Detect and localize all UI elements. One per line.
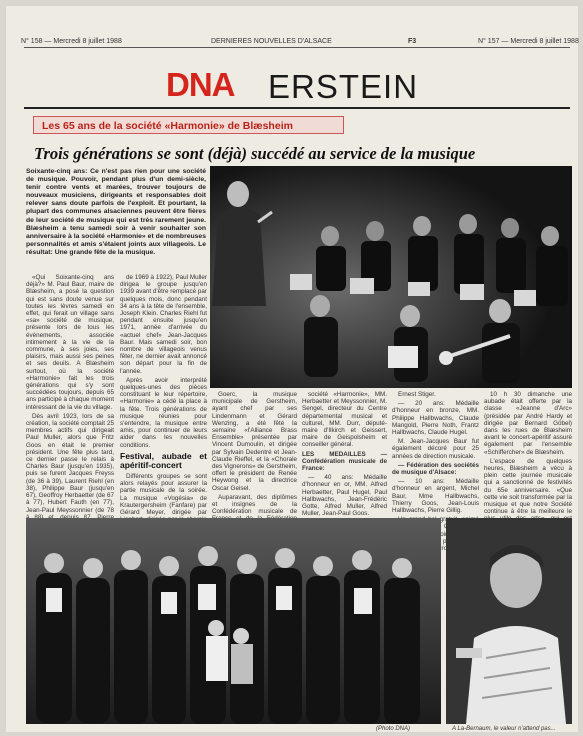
subheading: Festival, aubade et apéritif-concert: [120, 450, 207, 471]
masthead-brand: DNA: [166, 66, 235, 103]
masthead-rule: [24, 107, 570, 109]
photo-caption: A La-Bernaum, le valeur n'attend pas...: [452, 726, 556, 732]
text-column-2: [120, 274, 207, 516]
orchestra-photo: [210, 166, 572, 388]
runner-page-number: F3: [408, 38, 417, 45]
paragraph: Auparavant, des diplômes et insignes de la Confédération musicale de: [212, 493, 297, 516]
paragraph: société «Harmonie», MM. Herbaetter et Meyssonnier, M. Sengel, directeur du Centre départemental musical et culturel, MM. Durr, député-maire d'Ilkirch et Geissert, maire de Geispolsheim et conseiller général.: [302, 391, 387, 449]
child-photo: [446, 518, 572, 724]
runner-left: N° 158 — Mercredi 8 juillet 1988: [21, 38, 122, 45]
paragraph: L'espace de quelques heures, Blæsheim a vécu à plein cette journée musicale qui a sanctionné de festivités du 65e anniversaire. «Que cette vie soit transformée par la musique et que notre Société continue à être la meilleure le: [484, 457, 572, 516]
paragraph: Goerc, la musique municipale de Gerstheim, ayant chef par ses Lindenmann et Gérard Wenzing, a été fêté la semaine «l'Alliance Brass Ensemble» présentée par Vincent Dumoulin, et dirigée par Sylvain Dedentré et Jean-Claude Rieffel, et la «Chorale des Vignerons» de Gerstheim, offert le président de Renée Heywong et la directrice Oscar Geisel.: [212, 391, 297, 492]
paragraph: — Fédération des sociétés de musique d'Alsace:: [392, 461, 479, 477]
runner-right: N° 157 — Mercredi 8 juillet 1988: [478, 38, 579, 45]
headline: Trois générations se sont (déjà) succédé au service de la musique: [34, 144, 476, 163]
kicker: Les 65 ans de la société «Harmonie» de Blæsheim: [33, 116, 344, 134]
text-column-1: [26, 274, 114, 514]
paragraph: M. Jean-Jacques Baur fut également décoré pour 25 années de direction musicale.: [392, 438, 479, 460]
paragraph: Après avoir interprété quelques-unes des pièces constituant le leur répertoire, «Harmonie» a cédé la place à la fête. Trois générations de musique réunies pour s'entendre, la musique entre amis, pour continuer de leurs aider dans les nouvelles conditions.: [120, 376, 207, 449]
group-photo: [26, 518, 441, 724]
text-column-3: [212, 391, 297, 516]
medals-heading: LES MEDAILLES — Confédération musicale de France:: [302, 450, 387, 473]
photo-credit: (Photo DNA): [376, 726, 411, 732]
paragraph: «Qui Soixante-cinq ans déjà?» M. Paul Baur, maire de Blæsheim, a posé la question qui est sans doute venue sur toutes les lèvres samedi en effet, qui ferait un village sans «sa» société de musique, présente lors de tous les événements, associée intimement à la vie de la commune, à ses joies, ses plaisirs, mais aussi ses peines et ses deuils. A Blæsheim surtout, où la société «Harmonie» fait les trois générations qui s'y sont succédées toujours, depuis 65 ans participé à chaque moment intéressant de la vie du village.: [26, 274, 114, 411]
runner-center: DERNIERES NOUVELLES D'ALSACE: [211, 38, 332, 45]
paragraph: — 40 ans: Médaille d'honneur en or, MM. Alfred Herbaetter, Paul Hugel, Paul Hallbwachs, Jean-Frédéric Gotte, Alfred Muller, Alfred Muller, Jean-Paul Goos.: [302, 474, 387, 518]
paragraph: — 10 ans: Médaille d'honneur en argent, Michel Baur, Mme Hallbwachs, Thierry Goos, Jean-Louis Hallbwachs, Pierre Gillig.: [392, 478, 479, 515]
paragraph: Dès avril 1923, lors de sa création, la société comptait 25 membres actifs qui dirigeait Paul Muller, alors que Fritz Goos en était le premier président. Une fête plus tard, ce dernier passe le relais à Charles Baur (jusqu'en 1935), puis se furent Jacques Freyss (de 36 à 39), Laurent Riehl (en 38), Philippe Baur (jusqu'en 67), Geoffroy Herbaetter (de 67 à 77), Hubert Fauth (en 77), Jean-Paul Meyssonnier (de 78: [26, 412, 114, 514]
masthead-edition: ERSTEIN: [268, 68, 419, 105]
intro-paragraph: Soixante-cinq ans: Ce n'est pas rien pour une société de musique. Pouvoir, pendant plus d'un demi-siècle, tenir contre vents et marées, trouver toujours de nouveaux musiciens, dirigeants et responsables doit relever sans doute parfois de l'exploit. Et pourtant, la plupart des communes alsaciennes peuvent être fières de leur société de musique qui est très rarement jeune. Blæsheim a tenu samedi soir à venir souhaiter son anniversaire à la société «Harmonie» et de nombreuses personnalités et amis s'étaient joints aux villageois. Le résultat: Une grande fête de la musique.: [26, 168, 206, 256]
paragraph: de 1969 à 1922), Paul Muller dirigea le groupe jusqu'en 1939 avant d'être remplacé par quelques mois, donc pendant 34 ans à la tête de l'ensemble, Joseph Klein. Charles Riehl fut pendant ensuite jusqu'en 1971, année d'arrivée du «actuel chef» Jean-Jacques Baur. Mais samedi soir, bon nombre de villageois venus fêter, ne dernier avait annoncé son départ pour la fin de l'année.: [120, 274, 207, 375]
paragraph: 10 h 30 dimanche une aubade était offerte par la classe «Jeanne d'Arc» (présidée par André Hardy et dirigée par Bernard Göbel) dans les rues de Blæsheim avant le concert-apéritif assuré également par l'ensemble «Schiffercher» de Blæsheim.: [484, 391, 572, 456]
paragraph: — 20 ans: Médaille d'honneur en bronze, MM. Philippe Hallbwachs, Claude Mangold, Pierre Noth, Frantz Hallbwachs, Claude Hugel.: [392, 400, 479, 437]
paragraph: Ernest Stiger.: [398, 391, 436, 398]
text-column-5: [392, 391, 479, 516]
text-column-6: [484, 391, 572, 516]
text-column-4: [302, 391, 387, 516]
header-rule: [24, 47, 570, 48]
newspaper-page: [6, 6, 578, 732]
paragraph: Différents groupes se sont alors relayés pour assurer la partie musicale de la soirée. La musique «Vogésia» de Krautergersheim (Fanfare) par Gérard Meyer, dirigée par: [120, 473, 207, 517]
